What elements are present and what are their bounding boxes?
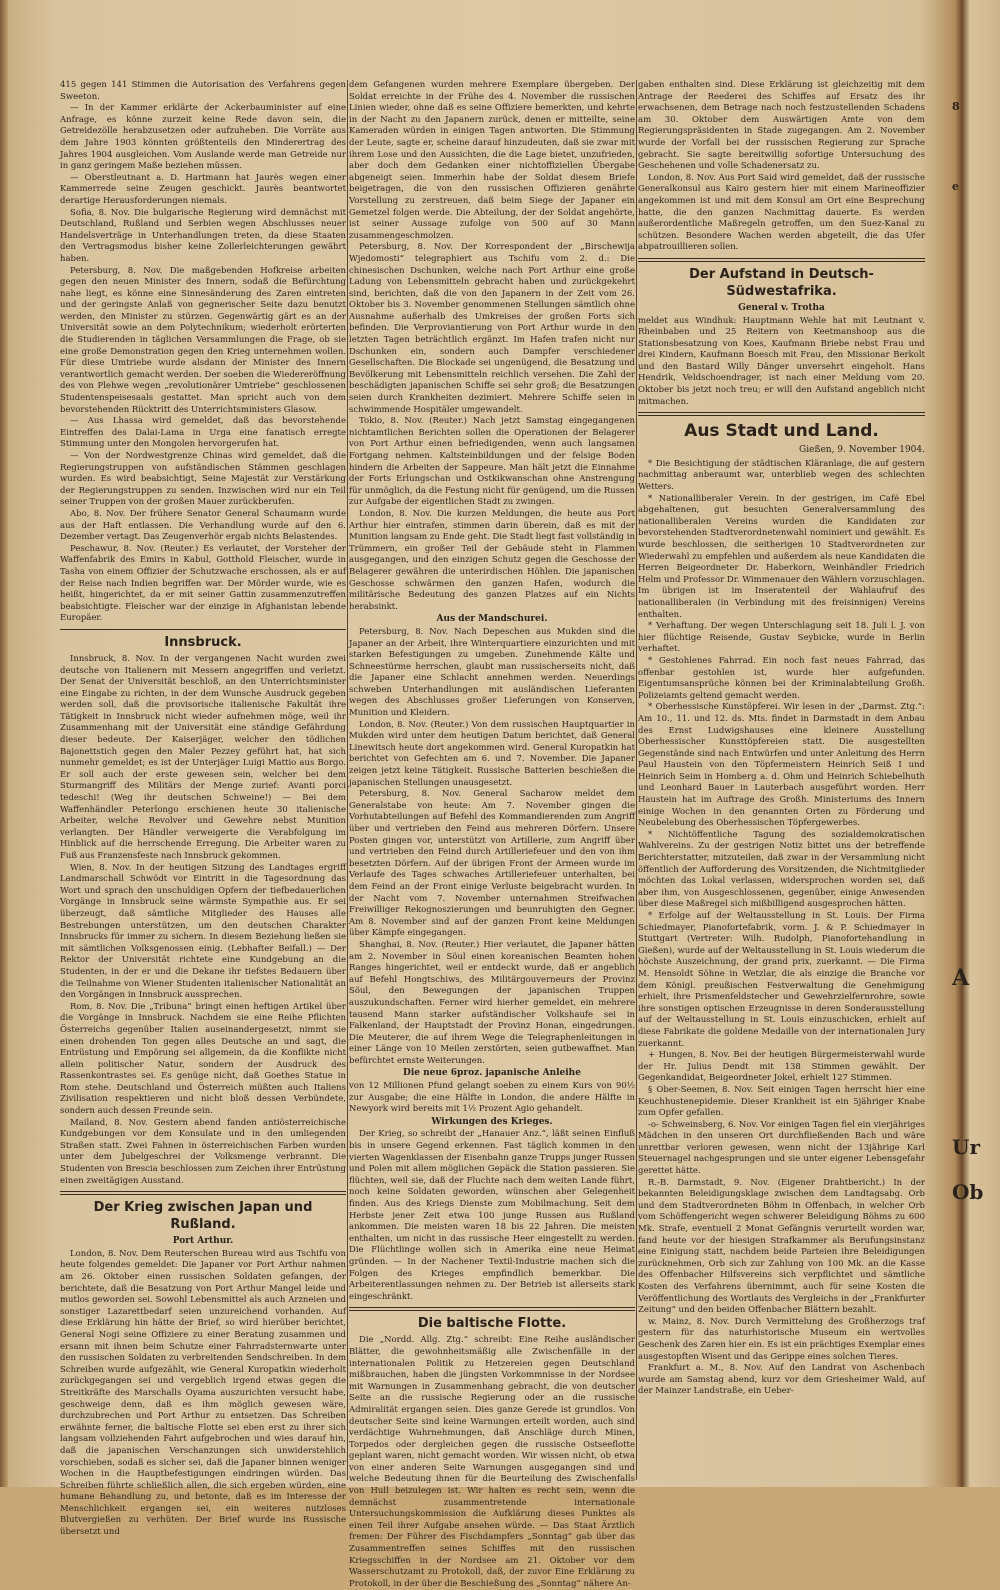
section-rule: [638, 412, 925, 416]
article-paragraph: London, 8. Nov. Aus Port Said wird gemeldet, daß der russische Generalkonsul aus Kairo gestern hier mit einem Marineoffizier angekommen ist und mit dem Konsul am Ort eine Besprechung hatte, die den ganzen Nachmittag dauerte. Es werden außerordentliche Maßregeln getroffen, um den Suez-Kanal zu schützen. Besondere Wachen werden abgeteilt, die das Ufer abpatrouillieren sollen.: [638, 172, 925, 253]
subheading-general: General v. Trotha: [738, 302, 825, 313]
article-paragraph: gaben enthalten sind. Diese Erklärung ist gleichzeitig mit dem Antrage der Reederei des Schiffes auf Ersatz des ihr erwachsenen, dem Betrage nach noch festzustellenden Schadens am 30. Oktober dem Auswärtigen Amte von dem Regierungspräsidenten in Stade zugegangen. Am 2. November wurde der Vorfall bei der russischen Regierung zur Sprache gebracht. Sie sagte bereitwillig sofortige Untersuchung des Geschehenen und volle Schadenersatz zu.: [638, 80, 925, 172]
column-1: [60, 80, 346, 1538]
article-paragraph: Rom, 8. Nov. Die „Tribuna“ bringt einen heftigen Artikel über die Vorgänge in Innsbruck. Nachdem sie eine Reihe Pflichten Österreichs gegenüber Italien auseinandergesetzt, nimmt sie einen drohenden Ton gegen alles Deutsche an und sagt, die Entrüstung und Empörung sei allgemein, da die Konflikte nicht allein politischer Natur, sondern der Ausdruck des Rassenkontrastes sei. Es genüge nicht, daß Goethes Statue in Rom stehe. Deutschland und Österreich müßten auch Italiens Zivilisation respektieren und nicht bloß dessen Verbündete, sondern auch dessen Freunde sein.: [60, 1001, 346, 1117]
article-paragraph: * Die Besichtigung der städtischen Kläranlage, die auf gestern nachmittag anberaumt war, unterblieb wegen des schlechten Wetters.: [638, 458, 925, 493]
article-paragraph: * Nationalliberaler Verein. In der gestrigen, im Café Ebel abgehaltenen, gut besuchten Generalversammlung des nationalliberalen Vereins wurden die Kandidaten zur bevorstehenden Stadtverordnetenwahl nominiert und gewählt. Es wurde beschlossen, die seitherigen 10 Stadtverordneten zur Wiederwahl zu empfehlen und außerdem als neue Kandidaten die Herren Beigeordneter Dr. Haberkorn, Weinhändler Friedrich Helm und Professor Dr. Wimmenauer den Wählern vorzuschlagen. Im übrigen ist im Inseratenteil der Wahlaufruf des nationalliberalen (in Verbindung mit des freisinnigen) Vereins enthalten.: [638, 493, 925, 620]
dateline: Gießen, 9. November 1904.: [799, 445, 925, 456]
article-paragraph: Sofia, 8. Nov. Die bulgarische Regierung wird demnächst mit Deutschland, Rußland und Serbien wegen Abschlusses neuer Handelsverträge in Unterhandlungen treten, da diese Staaten den Vertragsmodus bisher keine Zollerleichterungen gewährt haben.: [60, 207, 346, 264]
article-paragraph: dem Gefangenen wurden mehrere Exemplare übergeben. Der Soldat erreichte in der Frühe des 4. November die russischen Linien wieder, ohne daß es seine Offiziere bemerkten, und kehrte in der Nacht zu den Japanern zurück, denen er mitteilte, seine Kameraden würden in einigen Tagen antworten. Die Stimmung der Leute, sagte er, scheine darauf hinzudeuten, daß sie zwar mit ihrem Lose und den Aussichten, die die Lage bietet, unzufrieden, aber doch dem Gedanken einer nichtoffiziellen Übergabe abgeneigt seien. Immerhin habe der Soldat diesem Briefe beigetragen, die von den russischen Offizieren genährte Vorstellung zu zerstreuen, daß beim Siege der Japaner ein Gemetzel folgen werde. Die Abteilung, der der Soldat angehörte, ist seiner Aussage zufolge von 500 auf 30 Mann zusammengeschmolzen.: [349, 80, 635, 241]
subheading-mandschurei: Aus der Mandschurei.: [436, 614, 548, 625]
column-divider: [347, 80, 348, 1480]
article-paragraph: Innsbruck, 8. Nov. In der vergangenen Nacht wurden zwei deutsche von Italienern mit Messern angegriffen und verletzt. Der Senat der Universität beschloß, an den Unterrichtsminister eine Eingabe zu richten, in der dem Wunsche Ausdruck gegeben werden soll, daß die provisorische italienische Fakultät ihre Tätigkeit in Innsbruck nicht wieder aufnehmen möge, weil ihr Zusammenhang mit der Universität eine ständige Gefährdung dieser bedeute. Der Kaiserjäger, welcher den tödlichen Bajonettstich gegen den Maler Pezzey geführt hat, hat sich nunmehr gemeldet; es ist der Unterjäger Luigi Mattio aus Borgo. Er soll auch der erste gewesen sein, welcher bei dem Sturmangriff des Militärs der Menge zurief: Avanti porci tedeschi! (Weg ihr deutschen Schweine!) — Bei dem Waffenhändler Peterlongo erschienen heute 30 italienische Arbeiter, welche Revolver und Gewehre nebst Munition verlangten. Der Händler verweigerte die Verabfolgung im Hinblick auf die herrschende Erregung. Die Arbeiter waren zu Fuß aus Franzensfeste nach Innsbruck gekommen.: [60, 653, 346, 861]
article-paragraph: Der Krieg, so schreibt der „Hanauer Anz.“, läßt seinen Einfluß bis in unsere Gegend erkennen. Fast täglich kommen in den vierten Wagenklassen der Eisenbahn ganze Trupps junger Russen und Polen mit allem möglichen Gepäck die Station passieren. Sie flüchten, weil sie, daß der Fluchte nach dem weiten Lande führt, noch keine Soldaten geworden, wünschen aber Gelegenheit finden. Aus des Kriegs Dienste zum Mobilmachung. Seit dem Herbste jener Zeit etwa 100 junge Russen aus Rußland ankommen. Die meisten waren 18 bis 22 Jahren. Die meisten enthalten, um nicht in das russische Heer eingestellt zu werden. Die Flüchtlinge wollen sich in Amerika eine neue Heimat gründen. — In der Nachener Textil-Industrie machen sich die Folgen des Krieges empfindlich bemerkbar. Die Arbeiterentlassungen nehmen zu. Der Betrieb ist allerseits stark eingeschränkt.: [349, 1129, 635, 1302]
article-paragraph: + Hungen, 8. Nov. Bei der heutigen Bürgermeisterwahl wurde der Hr. Julius Dendt mit 138 Stimmen gewählt. Der Gegenkandidat, Beigeordneter Jokel, erhielt 127 Stimmen.: [638, 1050, 925, 1084]
article-paragraph: Frankfurt a. M., 8. Nov. Auf den Landrat von Aschenbach wurde am Samstag abend, kurz vor dem Griesheimer Wald, auf der Mainzer Landstraße, ein Ueber-: [638, 1363, 925, 1397]
section-heading-krieg: Der Krieg zwischen Japan und Rußland.: [93, 1200, 313, 1233]
article-paragraph: R.-B. Darmstadt, 9. Nov. (Eigener Drahtbericht.) In der bekannten Beleidigungsklage zwischen dem Landtagsabg. Orb und dem Stadtverordneten Böhm in Offenbach, in welcher Orb vom Schöffengericht wegen schwerer Beleidigung Böhms zu 600 Mk. Strafe, eventuell 2 Monat Gefängnis verurteilt worden war, fand heute vor der hiesigen Strafkammer als Berufungsinstanz eine Einigung statt, nachdem beide Parteien ihre Beleidigungen zurücknehmen, Orb sich zur Zahlung von 100 Mk. an die Kasse des Offenbacher Hilfsvereins sich verpflichtet und sämtliche Kosten des Verfahrens übernimmt, auch für seine Kosten die Veröffentlichung des Wortlauts des Vergleichs in der „Frankfurter Zeitung“ und den beiden Offenbacher Blättern bezahlt.: [638, 1177, 925, 1316]
article-paragraph: -o- Schweinsberg, 6. Nov. Vor einigen Tagen fiel ein vierjähriges Mädchen in den unseren Ort durchfließenden Bach und wäre unrettbar verloren gewesen, wenn nicht der 13jährige Karl Steuernagel nachgesprungen und sie unter eigener Lebensgefahr gerettet hätte.: [638, 1119, 925, 1177]
article-paragraph: 415 gegen 141 Stimmen die Autorisation des Verfahrens gegen Sweeton.: [60, 80, 346, 102]
strip-text: Ob: [952, 1180, 984, 1204]
article-paragraph: Peschawur, 8. Nov. (Reuter.) Es verlautet, der Vorsteher der Waffenfabrik des Emirs in Kabul, Gotthold Fleischer, wurde in Tasha von einem Offizier der Schutzwache erschossen, als er auf der Reise nach Indien begriffen war. Der Mörder wurde, wie es heißt, hingerichtet, da er mit seiner Gattin zusammenzutreffen beabsichtigte. Fleischer war der einzige in Afghanistan lebende Europäer.: [60, 543, 346, 624]
article-paragraph: Petersburg, 8. Nov. General Sacharow meldet dem Generalstabe von heute: Am 7. November gingen die Vorhutabteilungen auf Befehl des Kommandierenden zum Angriff über und vertrieben den Feind aus mehreren Dörfern. Unsere Posten gingen vor, unterstützt von Artillerie, zum Angriff über und vertrieben den Feind durch Artilleriefeuer und den von ihm besetzten Dörfern. Auf der übrigen Front der Armeen wurde im Verlaufe des Tages schwaches Artilleriefeuer unterhalten, bei dem Feind an der Front einige Verluste beigebracht wurden. In der Nacht vom 7. November unternahmen Streifwachen Freiwilliger Rekognoszierungen und beunruhigten den Gegner. Am 8. November sind auf der ganzen Front keine Meldungen über Kämpfe eingegangen.: [349, 789, 635, 939]
article-paragraph: London, 8. Nov. (Reuter.) Von dem russischen Hauptquartier in Mukden wird unter dem heutigen Datum berichtet, daß General Linewitsch heute dort angekommen wird. General Kuropatkin hat berichtet von Gefechten am 6. und 7. November. Die Japaner zeigen jetzt keine Tätigkeit. Russische Batterien beschießen die japanischen Stellungen unausgesetzt.: [349, 719, 635, 788]
article-paragraph: Wien, 8. Nov. In der heutigen Sitzung des Landtages ergriff Landmarschall Schwödt vor Eintritt in die Tagesordnung das Wort und sprach den unschuldigen Opfern der tiefbedauerlichen Vorgänge in Innsbruck seine wärmste Sympathie aus. Er sei überzeugt, daß sämtliche Mitglieder des Hauses alle Bestrebungen unterstützen, um den deutschen Charakter Innsbrucks für immer zu sichern. In diesem Beziehung ließen sie mit sämtlichen Volksgenossen einig. (Lebhafter Beifall.) — Der Rektor der Universität richtete eine Kundgebung an die Studenten, in der er und die Dekane ihr tiefstes Bedauern über die Teilnahme von Wiener Studenten italienischer Nationalität an den Vorgängen in Innsbruck aussprechen.: [60, 862, 346, 1001]
section-rule: [60, 629, 346, 630]
article-paragraph: * Verhaftung. Der wegen Unterschlagung seit 18. Juli l. J. von hier flüchtige Reisende, Gustav Seybicke, wurde in Berlin verhaftet.: [638, 621, 925, 655]
article-paragraph: London, 8. Nov. Die kurzen Meldungen, die heute aus Port Arthur hier eintrafen, stimmen darin überein, daß es mit der Munition langsam zu Ende geht. Die Stadt liegt fast vollständig in Trümmern, ein großer Teil der Gebäude steht in Flammen ausgegangen, und den einzigen Schutz gegen die Geschosse der Belagerer gewähren die unterirdischen Höhlen. Die japanischen Geschosse schwärmen den ganzen Hafen, wodurch die militärische Bedeutung des ganzen Platzes auf ein Nichts herabsinkt.: [349, 508, 635, 612]
section-rule: [638, 258, 925, 262]
article-paragraph: — In der Kammer erklärte der Ackerbauminister auf eine Anfrage, es könne zurzeit keine Rede davon sein, die Getreidezölle herabzusetzen oder aufzuheben. Die Vorräte aus dem Jahre 1903 könnten größtenteils den Minderertrag des Jahres 1904 ausgleichen. Vom Auslande werde man Getreide nur in ganz geringem Maße beziehen müssen.: [60, 103, 346, 172]
article-paragraph: * Erfolge auf der Weltausstellung in St. Louis. Der Firma Schiedmayer, Pianofortefabrik, vorm. J. & P. Schiedmayer in Stuttgart (Vertreter: Wilh. Rudolph, Pianofortehandlung in Gießen), wurde auf der Weltausstellung in St. Louis wiederum die höchste Auszeichnung, der grand prix, zuerkannt. — Die Firma M. Hensoldt Söhne in Wetzlar, die als einzige die Branche vor dem Königl. preußischen Festverwaltung die Genehmigung erhielt, ihre Prismenfeldstecher und Gewehrzielfernrohre, sowie ihre sonstigen optischen Erzeugnisse in deren Sonderausstellung auf der Weltausstellung in St. Louis einzuschicken, erhielt auf diese Fabrikate die goldene Medaille von der internationalen Jury zuerkannt.: [638, 911, 925, 1049]
article-paragraph: Tokio, 8. Nov. (Reuter.) Nach jetzt Samstag eingegangenen nichtamtlichen Berichten sollen die Operationen der Belagerer von Port Arthur einen befriedigenden, wenn auch langsamen Fortgang nehmen. Kaltsteinbildungen und der felsige Boden hindern die Arbeiten der Sappeure. Man hält jetzt die Einnahme der Forts Erlungschan und Ostkikwanschan ohne Anstrengung für unmöglich, da die Festung nicht für genügend, um die Russen zur Aufgabe der eigentlichen Stadt zu zwingen.: [349, 416, 635, 508]
article-paragraph: von 12 Millionen Pfund gelangt soeben zu einem Kurs von 90½ zur Ausgabe; die eine Hälfte in London, die andere Hälfte in Newyork wird bereits mit 1½ Prozent Agio gehandelt.: [349, 1081, 635, 1115]
article-paragraph: w. Mainz, 8. Nov. Durch Vermittelung des Großherzogs traf gestern für das naturhistorische Museum ein wertvolles Geschenk des Zaren hier ein. Es ist ein prächtiges Exemplar eines ausgestopften Wisent und das Gerippe eines solchen Tieres.: [638, 1316, 925, 1362]
article-paragraph: Mailand, 8. Nov. Gestern abend fanden antiösterreichische Kundgebungen vor dem Konsulate und in den umliegenden Straßen statt. Zwei Fahnen in österreichischen Farben wurden unter dem Jubelgeschrei der Volksmenge verbrannt. Die Studenten von Brescia beschlossen zum Zeichen ihrer Entrüstung einen zweitägigen Ausstand.: [60, 1117, 346, 1186]
article-paragraph: * Oberhessische Kunstöpferei. Wir lesen in der „Darmst. Ztg.“: Am 10., 11. und 12. ds. Mts. findet in Darmstadt in dem Anbau des Ernst Ludwigshauses eine kleinere Ausstellung Oberhessischer Kunsttöpfereien statt. Die ausgestellten Gegenstände sind nach Entwürfen und unter Anleitung des Herrn Paul Haustein von den Töpfermeistern Heinrich Seiß I und Heinrich Seim in Homberg a. d. Ohm und Heinrich Schiebelhuth und Leonhard Bauer in Lauterbach ausgeführt worden. Herr Haustein hat im Auftrage des Großh. Ministeriums des Innern einige Wochen in den genannten Orten zu Förderung und Neubelebung des Oberhessischen Töpfergewerbes.: [638, 702, 925, 829]
article-paragraph: * Nichtöffentliche Tagung des sozialdemokratischen Wahlvereins. Zu der gestrigen Notiz bittet uns der betreffende Berichterstatter, mitzuteilen, daß zwar in der Versammlung nicht öffentlich der Aufforderung des Vorsitzenden, die Nichtmitglieder möchten das Lokal verlassen, widersprochen worden sei, daß aber ihm, von Ausgeschlossenen, gegenüber, einige Anwesenden über diese Maßregel sich mißbilligend ausgesprochen hätten.: [638, 829, 925, 910]
section-heading-stadt-und-land: Aus Stadt und Land.: [684, 421, 879, 442]
article-paragraph: Die „Nordd. Allg. Ztg.“ schreibt: Eine Reihe ausländischer Blätter, die gewohnheitsmäßig alle Zwischenfälle in der internationalen Politik zu Hetzereien gegen Deutschland mißbrauchen, haben die jüngsten Vorkommnisse in der Nordsee mit Warnungen in Zusammenhang gebracht, die von deutscher Seite an die russische Regierung oder an die russische Admiralität ergangen seien. Dies ganze Gerede ist grundlos. Von deutscher Seite sind keine Warnungen erteilt worden, auch sind verdächtige Wahrnehmungen, daß Anschläge durch Minen, Torpedos oder dergleichen gegen die russische Ostseeflotte geplant waren, nicht gemacht worden. Wir wissen nicht, ob etwa von einer anderen Seite Warnungen ausgegangen sind und welche Bedeutung ihnen für die Beurteilung des Zwischenfalls von Hull beizulegen ist. Wir halten es recht sein, wenn die demnächst zusammentretende internationale Untersuchungskommission die Aufklärung dieses Punktes als einen Teil ihrer Aufgabe ansehen würde. — Das Staat Ärztlich fremen: Der Führer des Fischdampfers „Sonntag“ gab über das Zusammentreffen seines Schiffes mit den russischen Kriegsschiffen in der Nordsee am 21. Oktober vor dem Wasserschutzamt zu Protokoll, daß, der zuvor Eine Erklärung zu Protokoll, in der über die Beschießung des „Sonntag“ nähere An-: [349, 1335, 635, 1589]
article-paragraph: meldet aus Windhuk: Hauptmann Wehle hat mit Leutnant v. Rheinbaben und 25 Reitern von Keetmanshoop aus die Stationsbesatzung von Koes, Kaufmann Briebe nebst Frau und drei Kindern, Kaufmann Boesch mit Frau, den Missionar Berkolt und den Bastard Willy Dänger unversehrt eingeholt. Hans Hendrik, Veldschoendrager, ist nach einer Meldung vom 20. Oktober bis jetzt noch treu; er will den Aufstand angeblich nicht mitmachen.: [638, 315, 925, 407]
column-3: [638, 80, 925, 1480]
strip-text: 8: [952, 100, 960, 113]
section-heading-suedwestafrika: Der Aufstand in Deutsch-Südwestafrika.: [689, 266, 874, 299]
article-paragraph: Shanghai, 8. Nov. (Reuter.) Hier verlautet, die Japaner hätten am 2. November in Söul einen koreanischen Beamten hohen Ranges hingerichtet, weil er entdeckt wurde, daß er angeblich auf Befehl Hongtschiws, des Militärgouverneurs der Provinz Söul, den Bewegungen der japanischen Truppen auszukundschaften. Ferner wird hierher gemeldet, ein mehrere tausend Mann starker aufständischer Volkshaufe sei in Falkenland, der Hauptstadt der Provinz Honan, eingedrungen. Die Meuterer, die auf ihrem Wege die Telegraphenleitungen in einer Länge von 10 Meilen zerstörten, seien gutbewaffnet. Man befürchtet ernste Weiterungen.: [349, 939, 635, 1066]
article-paragraph: — Oberstleutnant a. D. Hartmann hat Jaurès wegen einer Kammerrede seine Zeugen geschickt. Jaurès beantwortet derartige Herausforderungen niemals.: [60, 172, 346, 206]
strip-text: e: [952, 180, 959, 193]
section-rule: [349, 1307, 635, 1311]
article-paragraph: — Von der Nordwestgrenze Chinas wird gemeldet, daß die Regierungstruppen von aufständischen Stämmen geschlagen wurden. Es wird beabsichtigt, Seine Majestät zur Verstärkung der Regierungstruppen zu senden. Inzwischen wird nur ein Teil seiner Truppen von der großen Mauer zurückberufen.: [60, 451, 346, 508]
strip-text: Ur: [952, 1135, 980, 1159]
article-paragraph: Petersburg, 8. Nov. Der Korrespondent der „Birschewija Wjedomosti“ telegraphiert aus Tschifu vom 2. d.: Die chinesischen Dschunken, welche nach Port Arthur eine große Ladung von Lebensmitteln gebracht haben und zurückgekehrt sind, berichten, daß die von den Japanern in der Zeit vom 26. Oktober bis 3. November genommenen Stellungen sämtlich ohne Ausnahme außerhalb des Umkreises der großen Forts sich befinden. Die Verproviantierung von Port Arthur wurde in den letzten Tagen beträchtlich ergänzt. Im Hafen trafen nicht nur Dschunken ein, sondern auch Dampfer verschiedener Gesellschaften. Die Blockade sei ungenügend, die Besatzung und Bevölkerung mit Lebensmitteln reichlich versehen. Die Zahl der beschädigten japanischen Schiffe sei sehr groß; die Besatzungen seien durch Krankheiten dezimiert. Mehrere Schiffe seien in schwimmende Hospitäler umgewandelt.: [349, 242, 635, 415]
page-binding-edge: [0, 0, 8, 1487]
adjacent-page-strip: [946, 60, 1000, 1487]
article-paragraph: — Aus Lhassa wird gemeldet, daß das bevorstehende Eintreffen des Dalai-Lama in Urga eine fanatisch erregte Stimmung unter den Mongolen hervorgerufen hat.: [60, 416, 346, 450]
strip-text: A: [952, 965, 970, 991]
column-divider: [636, 80, 637, 1480]
subheading-anleihe: Die neue 6proz. japanische Anleihe: [403, 1068, 581, 1079]
article-paragraph: § Ober-Seemen, 8. Nov. Seit einigen Tagen herrscht hier eine Keuchhustenepidemie. Dieser Krankheit ist ein 5jähriger Knabe zum Opfer gefallen.: [638, 1084, 925, 1119]
article-paragraph: Petersburg, 8. Nov. Nach Depeschen aus Mukden sind die Japaner an der Arbeit, ihre Winterquartiere einzurichten und mit starken Befestigungen zu umgeben. Zunehmende Kälte und Schneestürme herrschen, glaubt man russischerseits nicht, daß die Japaner eine Schlacht annehmen werden. Neuerdings schweben Unterhandlungen mit ausländischen Lieferanten wegen des Abschlusses großer Lieferungen von Konserven, Munition und Kleidern.: [349, 626, 635, 719]
article-paragraph: London, 8. Nov. Dem Reuterschen Bureau wird aus Tschifu von heute folgendes gemeldet: Die Japaner vor Port Arthur nahmen am 26. Oktober einen russischen Soldaten gefangen, der berichtete, daß die Besatzung von Port Arthur Mangel leide und mutlos geworden sei. Sowohl Lebensmittel als auch Arzneien und sonstiger Lazarettbedarf seien unzureichend vorhanden. Auf diese Erklärung hin hätte der Brief, so wird hierüber berichtet, General Nogi seine Offiziere zu einer Beratung zusammen und ersann mit ihnen beim Schutze einer Fahrradsternwarte unter den russischen Soldaten zu verbreitenden Sendschreiben. In dem Schreiben wurde aufgezählt, wie General Kuropatkin wiederholt zurückgegangen sei und vergeblich irgend etwas gegen die Streitkräfte des Marschalls Oyama auszurichten versucht habe, geschweige denn, daß es ihm möglich gewesen wäre, durchzubrechen und Port Arthur zu entsetzen. Das Schreiben erwähnte ferner, die baltische Flotte sei eben erst zu ihrer sich langsam vollziehenden Fahrt aufgebrochen und wies darauf hin, daß die japanischen Verschanzungen sich unwiderstehlich vorschieben, sodaß es sicher sei, daß die Japaner binnen weniger Wochen in die Hauptbefestigungen eindringen würden. Das Schreiben führte schließlich allen, die sich ergeben würden, eine humane Behandlung zu, und betonte, daß es im Interesse der Menschlichkeit ergangen sei, ein weiteres nutzloses Blutvergießen zu verhüten. Der Brief wurde ins Russische übersetzt und: [60, 1248, 346, 1538]
section-heading-baltische-flotte: Die baltische Flotte.: [417, 1316, 567, 1332]
column-2: [349, 80, 635, 1589]
article-paragraph: Petersburg, 8. Nov. Die maßgebenden Hofkreise arbeiten gegen den neuen Minister des Innern, sodaß die Befürchtung nahe liegt, es könne eine Sinnesänderung des Zaren eintreten und der geringste Anlaß von gegnerischer Seite dazu benutzt werden, den Minister zu stürzen. Gegenwärtig gärt es an der Universität sowie an dem Polytechnikum; wiederholt erörterten die Studierenden in täglichen Versammlungen die Frage, ob sie eine große Demonstration gegen den Krieg unternehmen wollen. Für diese Umtriebe wurde alsdann der Minister des Innern verantwortlich gemacht werden. Der soeben die Wiedereröffnung des von Plehwe wegen „revolutionärer Umtriebe“ geschlossenen Studentenspeisesaals gestattet. Man spricht auch von dem bevorstehenden Rücktritt des Unterrichtsministers Glasow.: [60, 265, 346, 415]
article-paragraph: * Gestohlenes Fahrrad. Ein noch fast neues Fahrrad, das offenbar gestohlen ist, wurde hier aufgefunden. Eigentumsansprüche können bei der Kriminalabteilung Großh. Polizeiamts geltend gemacht werden.: [638, 655, 925, 701]
article-paragraph: Abo, 8. Nov. Der frühere Senator General Schaumann wurde aus der Haft entlassen. Die Verhandlung wurde auf den 6. Dezember vertagt. Das Zeugenverhör ergab nichts Belastendes.: [60, 508, 346, 543]
section-rule: [60, 1191, 346, 1195]
section-heading-innsbruck: Innsbruck.: [164, 634, 242, 650]
subheading-wirkungen: Wirkungen des Krieges.: [431, 1116, 553, 1127]
subheading-port-arthur: Port Arthur.: [172, 1236, 234, 1247]
